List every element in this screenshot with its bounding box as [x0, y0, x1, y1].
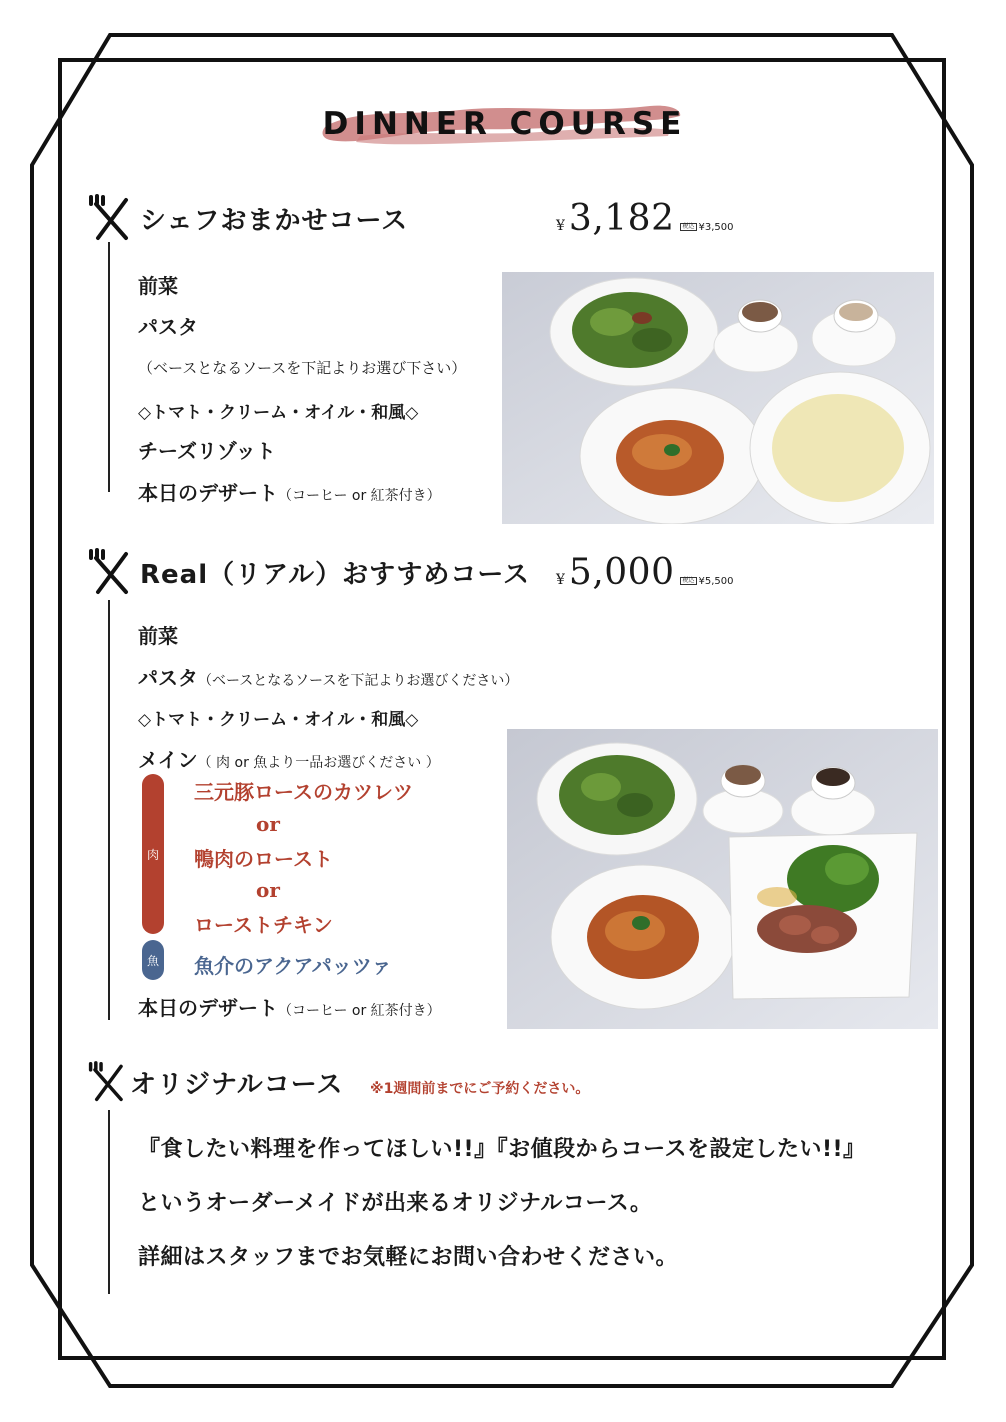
- description-line: 詳細はスタッフまでお気軽にお問い合わせください。: [138, 1245, 679, 1270]
- fish-option: 魚介のアクアパッツァ: [194, 954, 392, 978]
- meat-option: ローストチキン: [194, 913, 333, 937]
- description-line: 『食したい料理を作ってほしい!!』『お値段からコースを設定したい!!』: [138, 1137, 866, 1162]
- course-divider-line: [108, 600, 110, 1020]
- or-separator: or: [256, 878, 280, 902]
- fork-knife-icon: [88, 548, 134, 596]
- dish-photo-illustration: [502, 272, 934, 524]
- course-price: [556, 198, 734, 239]
- course-name: オリジナルコース: [130, 1069, 344, 1100]
- menu-item: パスタ: [138, 315, 198, 339]
- menu-item: [138, 477, 441, 506]
- description-line: というオーダーメイドが出来るオリジナルコース。: [138, 1191, 653, 1216]
- page-title: DINNER COURSE: [322, 106, 688, 142]
- tax-tag: 税込: [682, 577, 695, 584]
- menu-item: 前菜: [138, 274, 178, 298]
- yen-symbol: ¥: [556, 572, 565, 588]
- or-separator: or: [256, 812, 280, 836]
- course-photo-real: [507, 729, 938, 1029]
- meat-option: 三元豚ロースのカツレツ: [194, 780, 413, 804]
- menu-item: [138, 744, 440, 773]
- fish-label-pill: 魚: [142, 940, 164, 980]
- tax-included-price: [680, 576, 733, 587]
- page-title-block: [320, 96, 690, 152]
- course-photo-chef: [502, 272, 934, 524]
- sauce-options: ◇トマト・クリーム・オイル・和風◇: [138, 710, 419, 730]
- course-name: シェフおまかせコース: [140, 205, 409, 236]
- menu-item-note: （コーヒー or 紅茶付き）: [278, 488, 441, 504]
- menu-item-label: メイン: [138, 748, 198, 772]
- menu-item-note: （ベースとなるソースを下記よりお選び下さい）: [138, 359, 467, 377]
- tax-price: ¥5,500: [698, 576, 734, 587]
- course-divider-line: [108, 1110, 110, 1294]
- menu-item-note: （ 肉 or 魚より一品お選びください ）: [197, 755, 440, 771]
- menu-item: 前菜: [138, 624, 178, 648]
- course-name: Real（リアル）おすすめコース: [140, 559, 531, 590]
- fork-knife-icon: [88, 1058, 128, 1106]
- sauce-options: ◇トマト・クリーム・オイル・和風◇: [138, 403, 419, 423]
- fork-knife-icon: [88, 194, 134, 242]
- menu-item: チーズリゾット: [138, 439, 276, 463]
- tax-included-price: [680, 222, 733, 233]
- reservation-note: ※1週間前までにご予約ください。: [370, 1081, 590, 1097]
- yen-symbol: ¥: [556, 218, 565, 234]
- menu-item-note: （コーヒー or 紅茶付き）: [278, 1003, 441, 1019]
- course-divider-line: [108, 242, 110, 492]
- menu-item-label: 本日のデザート: [138, 481, 278, 505]
- meat-label-pill: 肉: [142, 774, 164, 934]
- price-amount: 5,000: [568, 552, 675, 593]
- menu-item-note: （ベースとなるソースを下記よりお選びください）: [198, 673, 519, 689]
- menu-item-label: 本日のデザート: [138, 996, 278, 1020]
- menu-item: [138, 662, 518, 691]
- menu-item: [138, 992, 441, 1021]
- course-heading-original: [88, 1058, 343, 1106]
- tax-price: ¥3,500: [698, 222, 734, 233]
- tax-tag: 税込: [682, 223, 695, 230]
- course-heading-real: [88, 548, 530, 596]
- course-price: [556, 552, 734, 593]
- course-heading-chef: [88, 194, 408, 242]
- meat-option: 鴨肉のロースト: [194, 847, 333, 871]
- menu-item-label: パスタ: [138, 666, 198, 690]
- dish-photo-illustration: [507, 729, 938, 1029]
- price-amount: 3,182: [568, 198, 675, 239]
